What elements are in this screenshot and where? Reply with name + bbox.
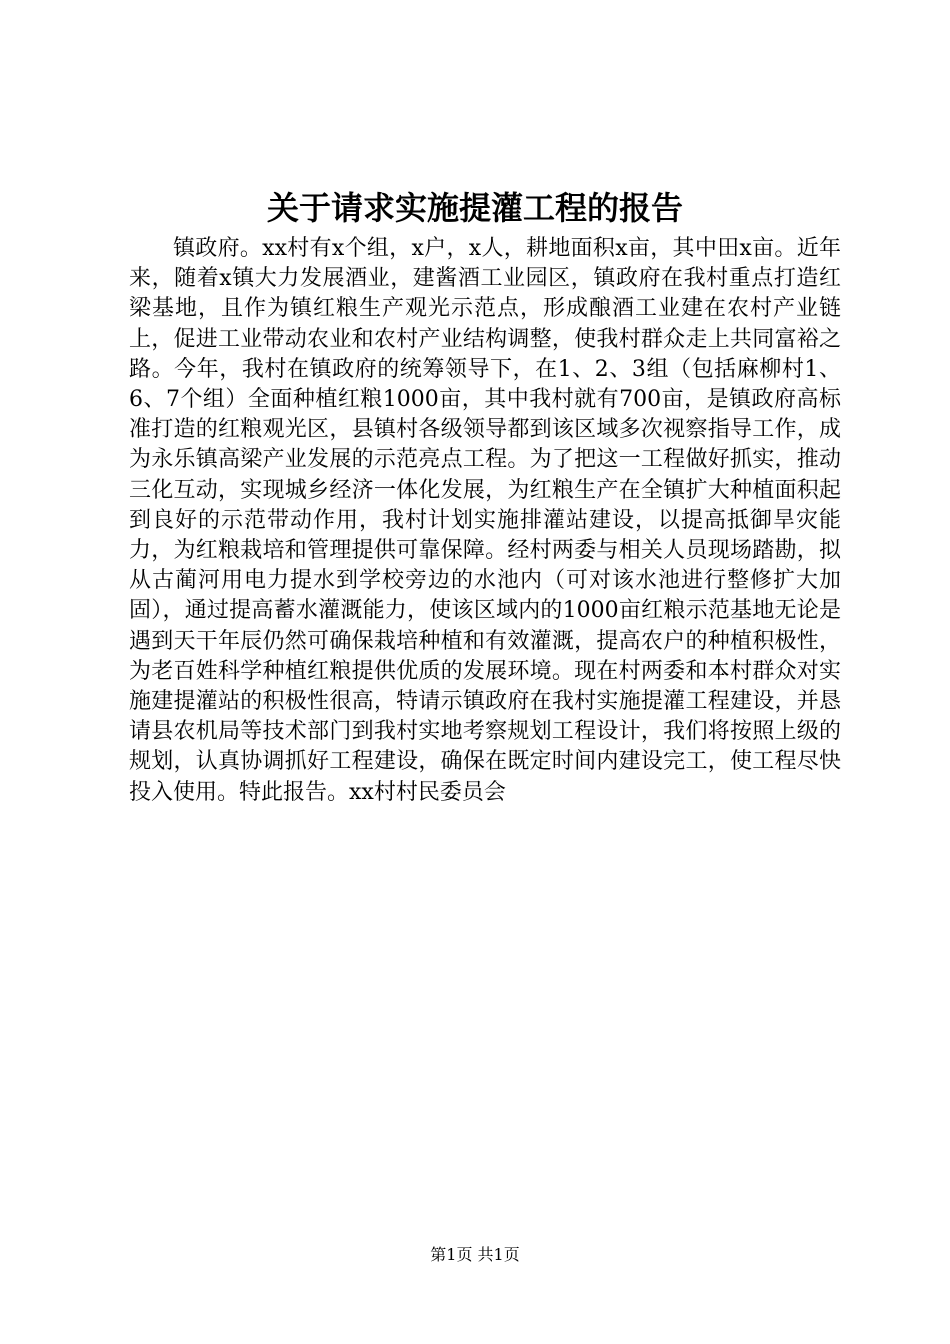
document-body-paragraph: 镇政府。xx村有x个组，x户，x人，耕地面积x亩，其中田x亩。近年来，随着x镇大力发展酒业，建酱酒工业园区，镇政府在我村重点打造红梁基地，且作为镇红粮生产观光示范点，形成酿酒工业建在农村产业链上，促进工业带动农业和农村产业结构调整，使我村群众走上共同富裕之路。今年，我村在镇政府的统筹领导下，在1、2、3组（包括麻柳村1、6、7个组）全面种植红粮1000亩，其中我村就有700亩，是镇政府高标准打造的红粮观光区，县镇村各级领导都到该区域多次视察指导工作，成为永乐镇高梁产业发展的示范亮点工程。为了把这一工程做好抓实，推动三化互动，实现城乡经济一体化发展，为红粮生产在全镇扩大种植面积起到良好的示范带动作用，我村计划实施排灌站建设，以提高抵御旱灾能力，为红粮栽培和管理提供可靠保障。经村两委与相关人员现场踏勘，拟从古蔺河用电力提水到学校旁边的水池内（可对该水池进行整修扩大加固），通过提高蓄水灌溉能力，使该区域内的1000亩红粮示范基地无论是遇到天干年辰仍然可确保栽培种植和有效灌溉，提高农户的种植积极性，为老百姓科学种植红粮提供优质的发展环境。现在村两委和本村群众对实施建提灌站的积极性很高，特请示镇政府在我村实施提灌工程建设，并恳请县农机局等技术部门到我村实地考察规划工程设计，我们将按照上级的规划，认真协调抓好工程建设，确保在既定时间内建设完工，使工程尽快投入使用。特此报告。xx村村民委员会	[129, 236, 841, 805]
page-number-footer: 第1页 共1页	[430, 1245, 520, 1264]
document-title: 关于请求实施提灌工程的报告	[266, 189, 683, 227]
